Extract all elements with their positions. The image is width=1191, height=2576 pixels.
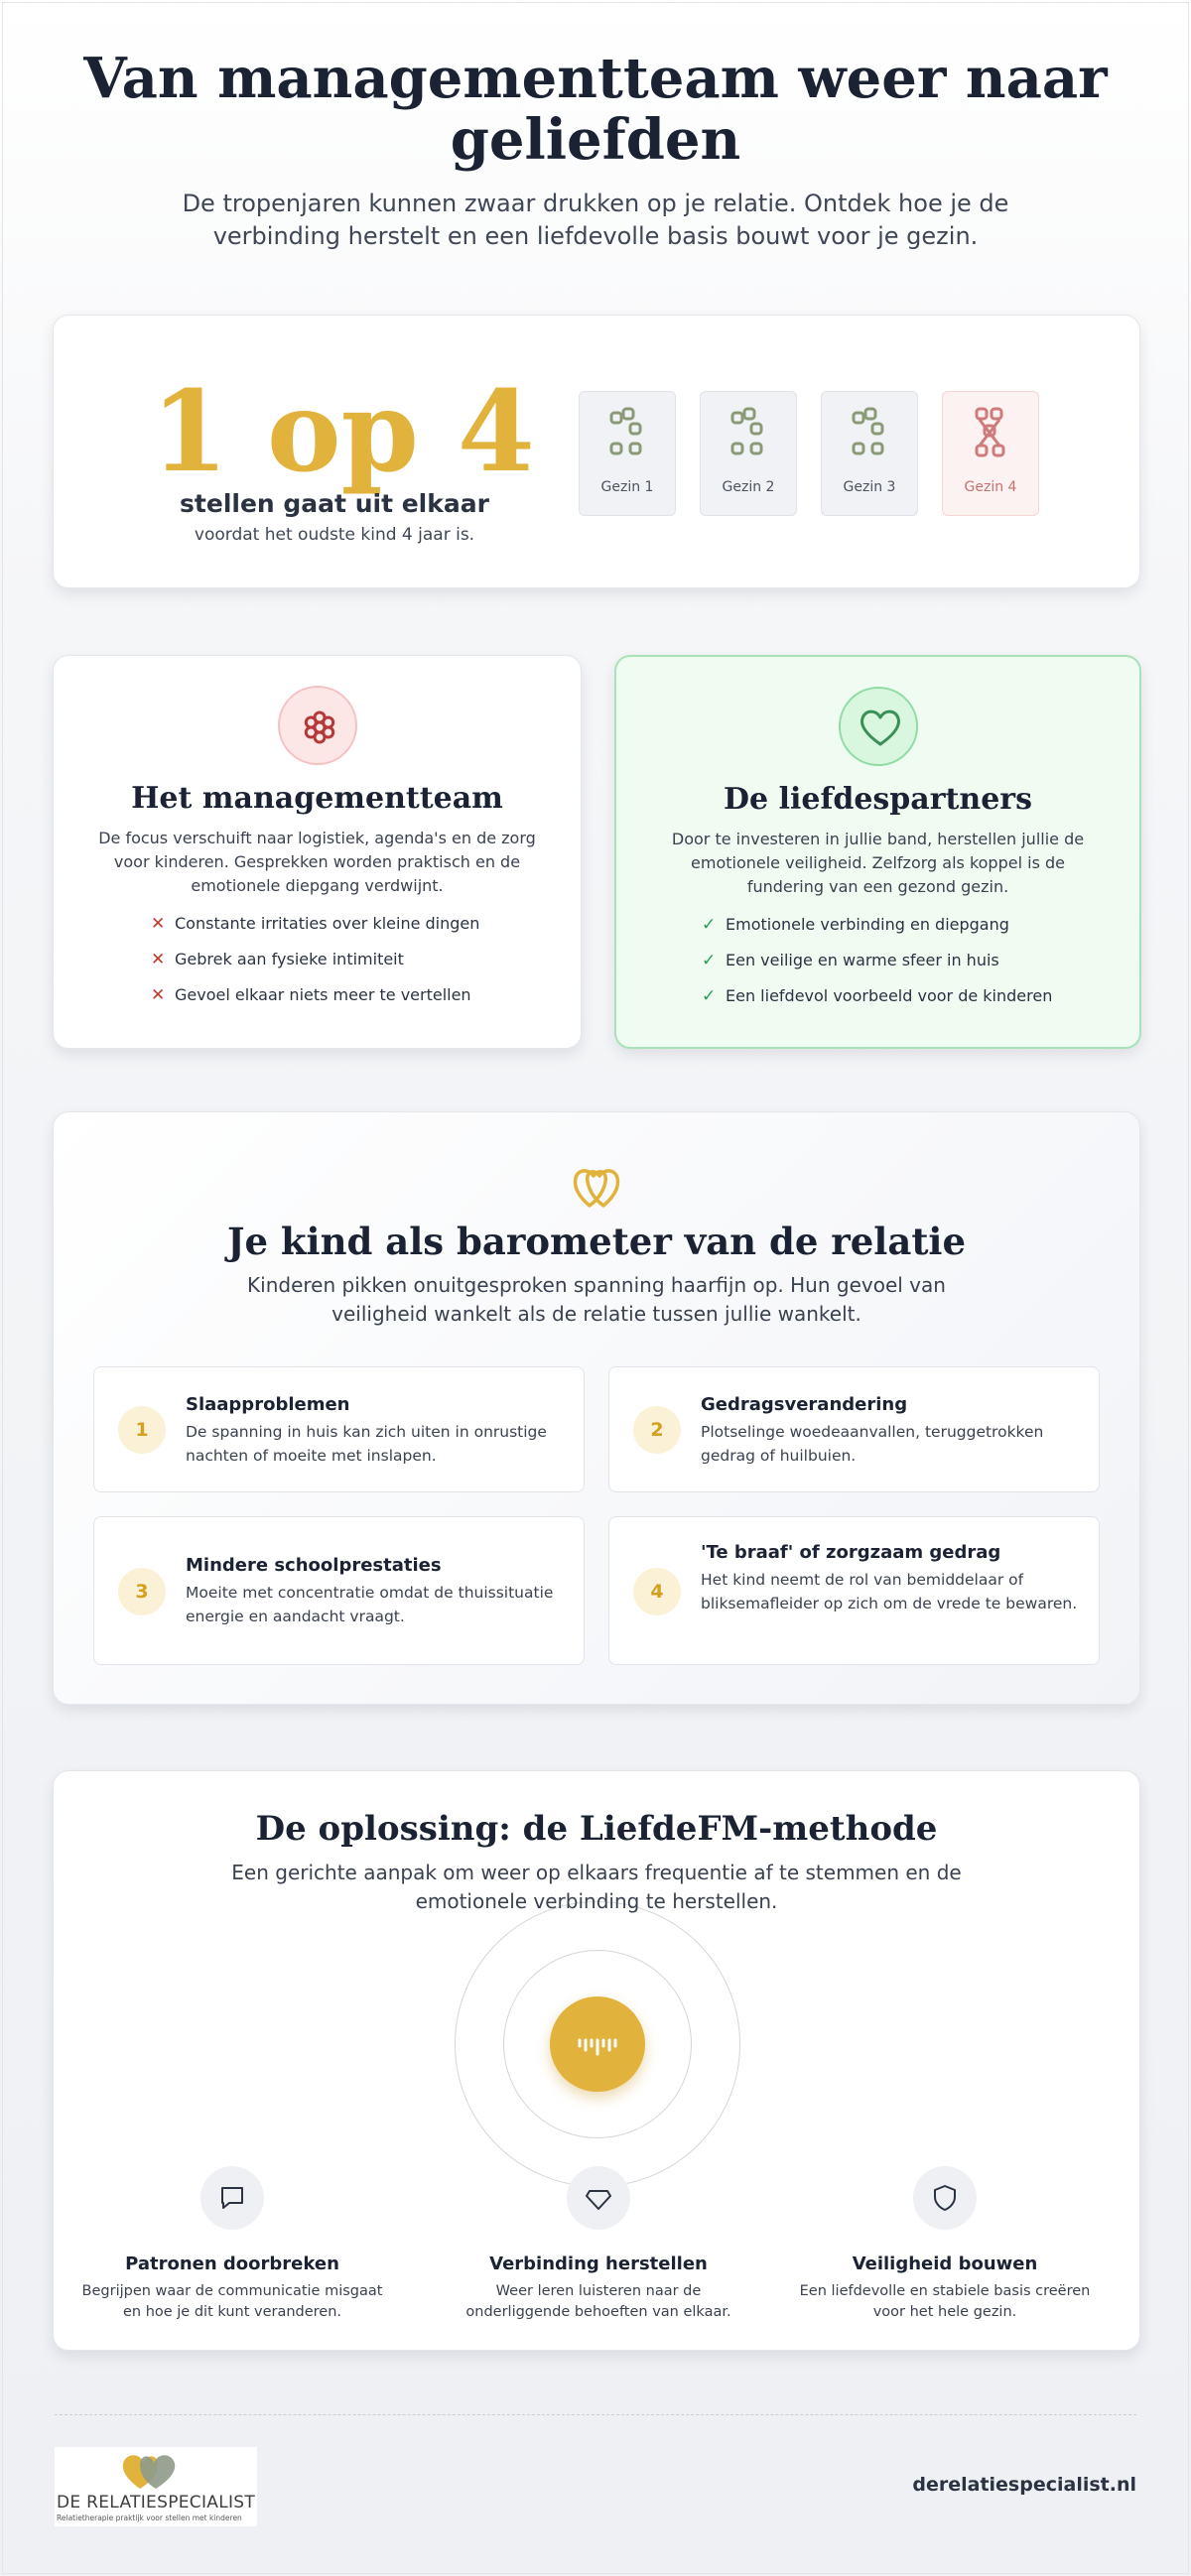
footer-divider (55, 2414, 1136, 2415)
management-title: Het managementteam (131, 781, 503, 816)
solution-section (53, 1770, 1140, 2351)
sign-number: 3 (118, 1568, 166, 1615)
sign-title: 'Te braaf' of zorgzaam gedrag (701, 1542, 1001, 1563)
pillar-text: Weer leren luisteren naar de onderliggende behoeften van elkaar. (465, 2283, 731, 2320)
sign-card-2 (608, 1366, 1100, 1492)
family-intact-icon (729, 406, 769, 461)
family-label: Gezin 3 (843, 479, 896, 495)
sign-card-1 (93, 1366, 585, 1492)
sign-card-3 (93, 1516, 585, 1665)
family-broken-icon (972, 406, 1011, 461)
pillar-title: Patronen doorbreken (125, 2254, 339, 2274)
cross-icon: ✕ (151, 914, 166, 934)
cross-icon: ✕ (151, 985, 166, 1005)
family-intact-icon (608, 406, 648, 461)
stat-label: stellen gaat uit elkaar (180, 489, 489, 518)
list-item: ✕ Gebrek aan fysieke intimiteit (151, 950, 404, 969)
hearts-icon (568, 1154, 627, 1214)
speech-bubble-icon (200, 2166, 264, 2230)
shield-icon (913, 2166, 977, 2230)
sign-text: Het kind neemt de rol van bemiddelaar of bliksemafleider op zich om de vrede te bewaren. (701, 1571, 1078, 1612)
stat-card (53, 315, 1140, 588)
barometer-section (53, 1111, 1140, 1705)
website-link[interactable]: derelatiespecialist.nl (912, 2474, 1136, 2496)
solution-subtitle: Een gerichte aanpak om weer op elkaars frequentie af te stemmen en de emotionele verbinding te herstellen. (231, 1861, 962, 1913)
list-item: ✕ Gevoel elkaar niets meer te vertellen (151, 985, 471, 1005)
diamond-icon (567, 2166, 630, 2230)
list-item: ✓ Een liefdevol voorbeeld voor de kinderen (702, 986, 1053, 1006)
logo-hearts-icon (116, 2449, 180, 2493)
sign-text: Moeite met concentratie omdat de thuissituatie energie en aandacht vraagt. (186, 1584, 554, 1625)
stat-sublabel: voordat het oudste kind 4 jaar is. (194, 525, 475, 545)
sign-card-4 (608, 1516, 1100, 1665)
sign-number: 2 (633, 1406, 681, 1454)
sign-text: Plotselinge woedeaanvallen, teruggetrokken gedrag of huilbuien. (701, 1423, 1044, 1465)
family-label: Gezin 1 (600, 479, 654, 495)
pillar-text: Begrijpen waar de communicatie misgaat en hoe je dit kunt veranderen. (81, 2283, 383, 2320)
list-item: ✓ Emotionele verbinding en diepgang (702, 915, 1009, 935)
logo-name: DE RELATIESPECIALIST (57, 2493, 256, 2512)
family-card-1 (579, 391, 676, 516)
sign-title: Slaapproblemen (186, 1394, 350, 1415)
partners-title: De liefdespartners (724, 782, 1032, 817)
family-intact-icon (851, 406, 890, 461)
check-icon: ✓ (702, 986, 717, 1006)
list-item: ✕ Constante irritaties over kleine dingen (151, 914, 480, 934)
barometer-title: Je kind als barometer van de relatie (226, 1220, 967, 1263)
page-subtitle: De tropenjaren kunnen zwaar drukken op je relatie. Ontdek hoe je de verbinding herstelt en een liefdevolle basis bouwt voor je gezin. (182, 190, 1009, 250)
check-icon: ✓ (702, 915, 717, 935)
family-label: Gezin 2 (722, 479, 775, 495)
gear-icon (278, 686, 357, 765)
management-list (151, 914, 561, 1021)
page-title: Van managementteam weer naar geliefden (83, 46, 1108, 173)
partners-card (614, 655, 1141, 1049)
management-description: De focus verschuift naar logistiek, agenda's en de zorg voor kinderen. Gesprekken worden praktisch en de emotionele diepgang verdwijnt. (98, 829, 536, 895)
family-card-4 (942, 391, 1039, 516)
solution-title: De oplossing: de LiefdeFM-methode (255, 1809, 938, 1849)
page (2, 2, 1189, 2574)
radio-wave-icon (550, 1996, 645, 2092)
heart-icon (839, 687, 918, 766)
sign-title: Mindere schoolprestaties (186, 1555, 442, 1576)
cross-icon: ✕ (151, 950, 166, 969)
sign-number: 4 (633, 1568, 681, 1615)
family-card-3 (821, 391, 918, 516)
barometer-subtitle: Kinderen pikken onuitgesproken spanning haarfijn op. Hun gevoel van veiligheid wankelt als de relatie tussen jullie wankelt. (247, 1273, 946, 1326)
check-icon: ✓ (702, 951, 717, 970)
logo (55, 2447, 257, 2526)
sign-title: Gedragsverandering (701, 1394, 908, 1415)
family-card-2 (700, 391, 797, 516)
sign-text: De spanning in huis kan zich uiten in onrustige nachten of moeite met inslapen. (186, 1423, 547, 1465)
pillar-title: Veiligheid bouwen (852, 2254, 1038, 2274)
management-card (53, 655, 582, 1049)
pillar-text: Een liefdevolle en stabiele basis creëren voor het hele gezin. (799, 2283, 1091, 2320)
partners-list (702, 915, 1120, 1022)
pillar-title: Verbinding herstellen (489, 2254, 708, 2274)
logo-tagline: Relatietherapie praktijk voor stellen met kinderen (57, 2513, 242, 2522)
partners-description: Door te investeren in jullie band, herstellen jullie de emotionele veiligheid. Zelfzorg als koppel is de fundering van een gezond gezin. (671, 830, 1085, 896)
list-item: ✓ Een veilige en warme sfeer in huis (702, 951, 999, 970)
sign-number: 1 (118, 1406, 166, 1454)
family-label: Gezin 4 (964, 479, 1017, 495)
stat-number: 1 op 4 (151, 367, 535, 497)
